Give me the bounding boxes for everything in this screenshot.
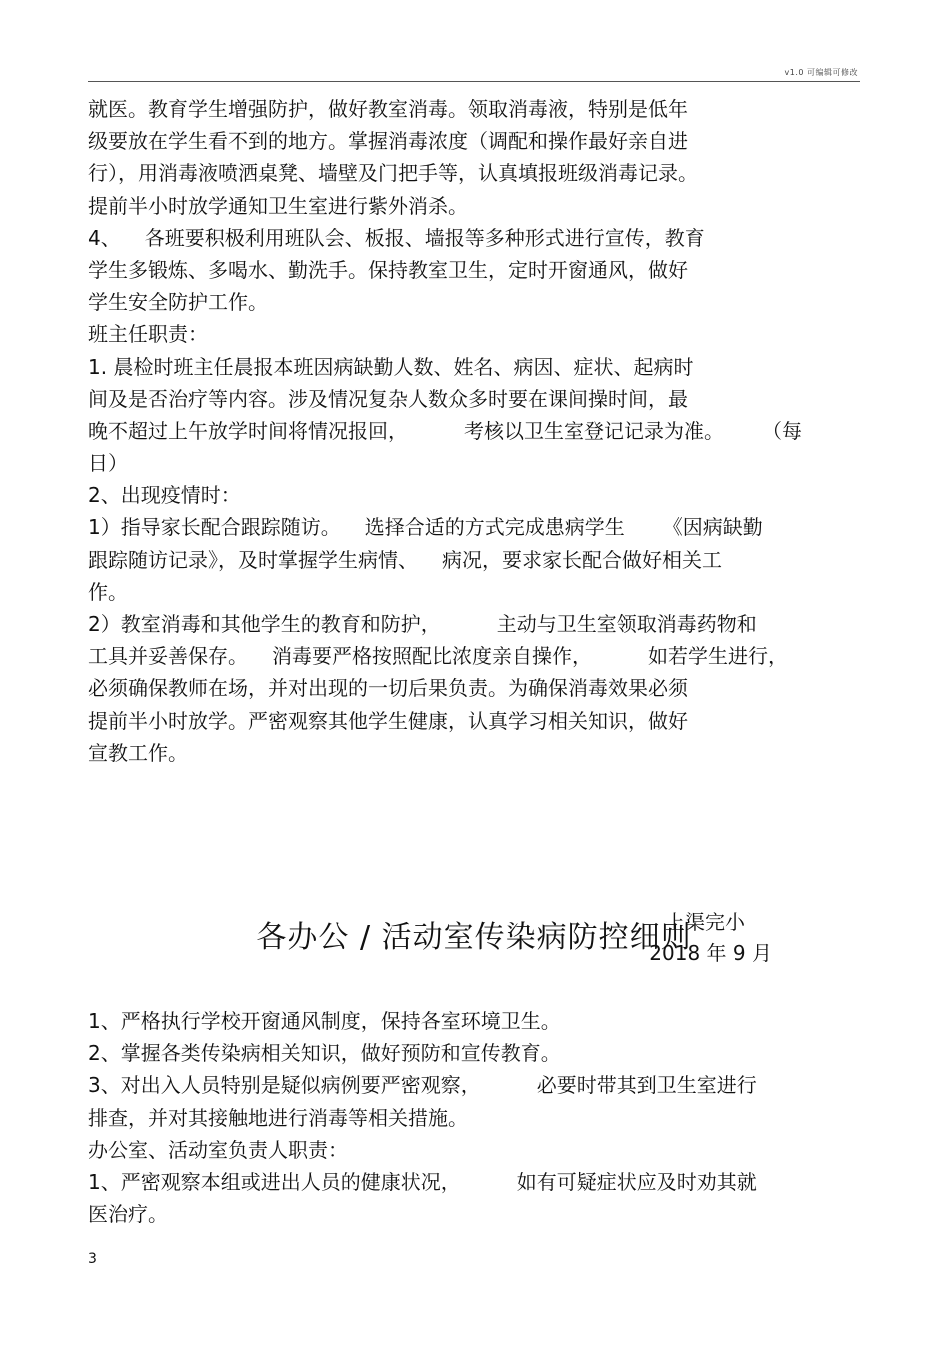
text-fragment: （每 (762, 418, 802, 443)
text-line: 就医。教育学生增强防护，做好教室消毒。领取消毒液，特别是低年 (88, 97, 688, 121)
section-heading: 班主任职责： (88, 322, 208, 347)
text-fragment: 工具并妥善保存。 (88, 644, 248, 669)
text-line: 提前半小时放学。严密观察其他学生健康，认真学习相关知识，做好 (88, 708, 688, 733)
header-divider (88, 81, 860, 82)
text-line: 提前半小时放学通知卫生室进行紫外消杀。 (88, 193, 468, 218)
text-line: 必须确保教师在场，并对出现的一切后果负责。为确保消毒效果必须 (88, 676, 688, 701)
item-number: 4、 (88, 225, 121, 250)
body-text-part2 (88, 1005, 860, 1230)
section-heading: 办公室、活动室负责人职责： (88, 1137, 348, 1162)
text-line (88, 608, 860, 640)
page-number: 3 (88, 1251, 97, 1267)
text-line: 作。 (88, 579, 128, 604)
text-fragment: 考核以卫生室登记记录为准。 (464, 418, 724, 443)
text-line: 间及是否治疗等内容。涉及情况复杂人数众多时要在课间操时间，最 (88, 386, 688, 411)
text-line: 1. 晨检时班主任晨报本班因病缺勤人数、姓名、病因、症状、起病时 (88, 354, 694, 379)
section-title: 各办公 / 活动室传染病防控细则 (256, 920, 692, 955)
text-line: 宣教工作。 (88, 740, 188, 765)
text-line: 日） (88, 451, 128, 476)
text-fragment: 跟踪随访记录》，及时掌握学生病情、 (88, 547, 418, 572)
signature-date: 2018 年 9 月 (649, 941, 772, 965)
text-fragment: 2）教室消毒和其他学生的教育和防护， (88, 612, 441, 636)
text-line (88, 1069, 860, 1101)
text-fragment: 必要时带其到卫生室进行 (536, 1073, 757, 1098)
text-line (88, 511, 860, 543)
text-line: 学生安全防护工作。 (88, 290, 268, 315)
version-label: v1.0 可编辑可修改 (784, 68, 858, 77)
text-fragment: 1、严密观察本组或进出人员的健康状况， (88, 1169, 461, 1194)
text-fragment: 主动与卫生室领取消毒药物和 (496, 612, 757, 636)
text-line: 1、严格执行学校开窗通风制度，保持各室环境卫生。 (88, 1009, 561, 1033)
text-fragment: 选择合适的方式完成患病学生 (364, 515, 625, 540)
text-fragment: 晚不超过上午放学时间将情况报回， (88, 418, 408, 443)
text-line (88, 544, 860, 576)
text-fragment: 消毒要严格按照配比浓度亲自操作， (272, 644, 592, 669)
text-line (88, 640, 860, 672)
text-line: 学生多锻炼、多喝水、勤洗手。保持教室卫生，定时开窗通风，做好 (88, 257, 688, 282)
text-fragment: 3、对出入人员特别是疑似病例要严密观察， (88, 1073, 481, 1098)
text-line: 级要放在学生看不到的地方。掌握消毒浓度（调配和操作最好亲自进 (88, 129, 688, 154)
text-line (88, 222, 860, 254)
text-fragment: 如若学生进行， (648, 644, 788, 669)
text-fragment: 如有可疑症状应及时劝其就 (516, 1169, 757, 1194)
text-fragment: 各班要积极利用班队会、板报、墙报等多种形式进行宣传，教育 (144, 225, 705, 250)
signature-school: 上渠完小 (665, 910, 745, 934)
text-line: 2、掌握各类传染病相关知识，做好预防和宣传教育。 (88, 1041, 561, 1066)
text-fragment: 病况，要求家长配合做好相关工 (442, 547, 722, 572)
text-line: 行），用消毒液喷洒桌凳、墙壁及门把手等，认真填报班级消毒记录。 (88, 161, 698, 186)
text-fragment: 《因病缺勤 (662, 515, 763, 540)
text-line (88, 1166, 860, 1198)
text-line: 排查，并对其接触地进行消毒等相关措施。 (88, 1105, 468, 1130)
text-line: 医治疗。 (88, 1202, 168, 1227)
text-fragment: 1）指导家长配合跟踪随访。 (88, 515, 341, 540)
text-line (88, 415, 860, 447)
text-line: 2、出现疫情时： (88, 483, 241, 508)
